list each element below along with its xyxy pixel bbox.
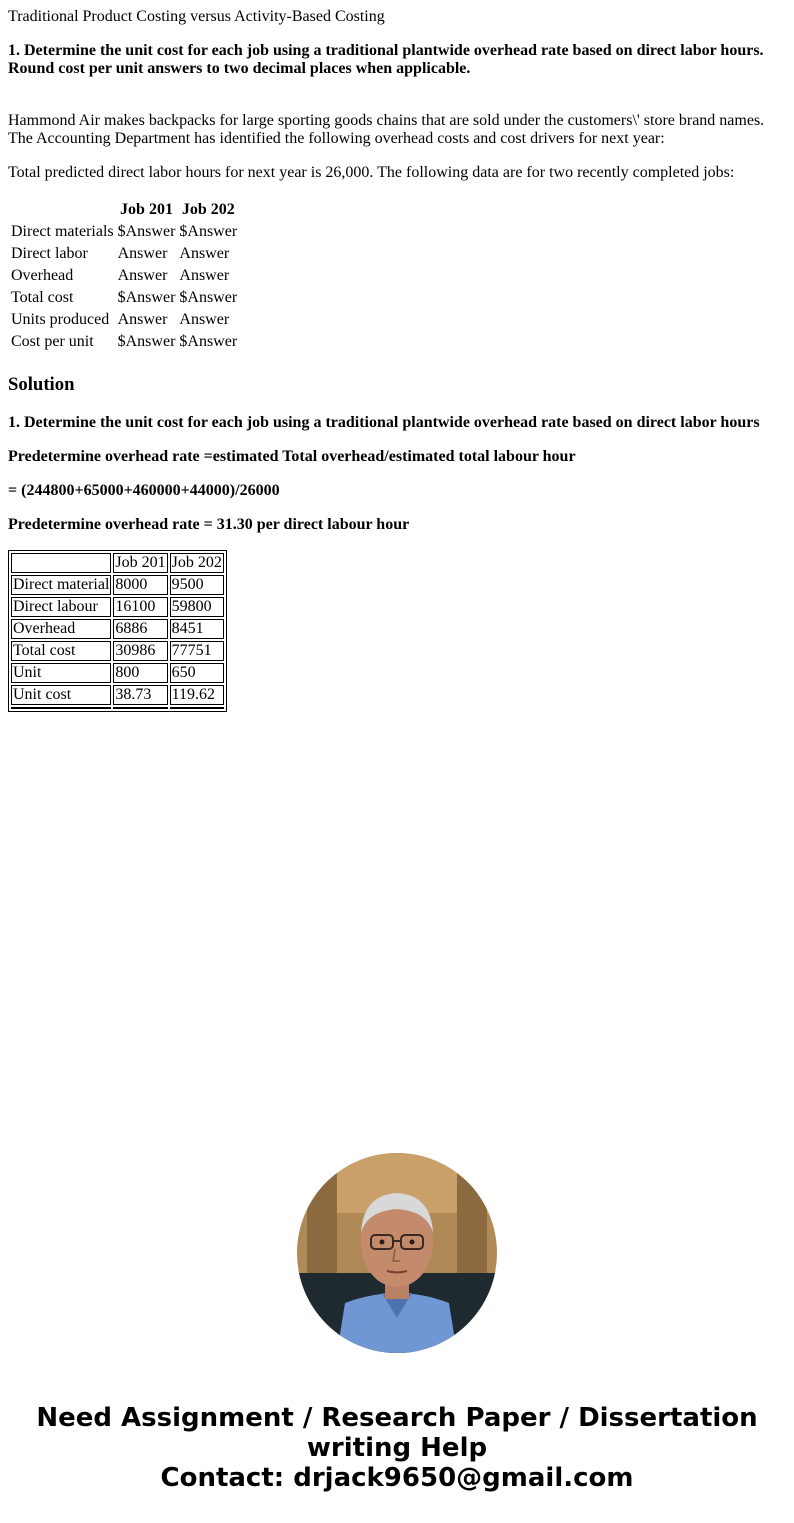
- answer-header-job-202: Job 202: [171, 554, 222, 571]
- value-job-201: 6886: [113, 619, 167, 639]
- value-job-202: 59800: [170, 597, 224, 617]
- avatar-portrait-icon: [297, 1153, 497, 1353]
- table-row: [10, 222, 238, 242]
- answer-cell-job-202[interactable]: $Answer: [179, 333, 238, 350]
- footer-line-1: Need Assignment / Research Paper / Dissertation: [36, 1403, 758, 1433]
- answer-cell-job-202[interactable]: Answer: [179, 267, 230, 284]
- table-row: [11, 619, 224, 639]
- table-row: [10, 288, 238, 308]
- answer-cell-job-201[interactable]: $Answer: [117, 333, 176, 350]
- problem-table: [8, 198, 240, 354]
- row-label: Units produced: [11, 311, 110, 328]
- row-label: Cost per unit: [11, 333, 94, 350]
- problem-table-header: [10, 200, 238, 220]
- empty-cell: [113, 707, 167, 709]
- row-label: Overhead: [11, 619, 111, 639]
- answer-header-job-201: Job 201: [115, 554, 166, 571]
- empty-table-row: [11, 707, 224, 709]
- answer-cell-job-202[interactable]: $Answer: [179, 289, 238, 306]
- value-job-202: 9500: [170, 575, 224, 595]
- data-paragraph: Total predicted direct labor hours for next year is 26,000. The following data are for two recently completed jobs:: [8, 164, 735, 181]
- row-label: Direct labour: [11, 597, 111, 617]
- footer-line-2: writing Help: [306, 1433, 488, 1463]
- answer-cell-job-201[interactable]: Answer: [117, 245, 168, 262]
- value-job-202: 650: [170, 663, 224, 683]
- table-row: [11, 597, 224, 617]
- contact-footer: [0, 1403, 794, 1493]
- solution-line-1: 1. Determine the unit cost for each job using a traditional plantwide overhead rate based on direct labor hours: [8, 414, 760, 431]
- table-row: [11, 575, 224, 595]
- value-job-201: 38.73: [113, 685, 167, 705]
- intro-paragraph: Hammond Air makes backpacks for large sporting goods chains that are sold under the customers\' store brand names. The Accounting Department has identified the following overhead costs and cost drivers for next year:: [8, 112, 765, 147]
- footer-contact-email[interactable]: Contact: drjack9650@gmail.com: [160, 1463, 634, 1493]
- value-job-202: 119.62: [170, 685, 224, 705]
- question-1: 1. Determine the unit cost for each job using a traditional plantwide overhead rate based on direct labor hours. Round cost per unit answers to two decimal places when applicable.: [8, 42, 764, 77]
- answer-cell-job-202[interactable]: Answer: [179, 311, 230, 328]
- blank-spacer: [8, 78, 786, 112]
- solution-line-2: Predetermine overhead rate =estimated Total overhead/estimated total labour hour: [8, 448, 576, 465]
- problem-header-job-201: Job 201: [120, 201, 173, 218]
- value-job-201: 30986: [113, 641, 167, 661]
- answer-header-blank: [11, 553, 111, 573]
- value-job-201: 800: [113, 663, 167, 683]
- value-job-202: 77751: [170, 641, 224, 661]
- answer-table-header: [11, 553, 224, 573]
- row-label: Unit cost: [11, 685, 111, 705]
- answer-cell-job-201[interactable]: Answer: [117, 267, 168, 284]
- solution-line-4: Predetermine overhead rate = 31.30 per direct labour hour: [8, 516, 410, 533]
- answer-cell-job-202[interactable]: Answer: [179, 245, 230, 262]
- empty-cell: [11, 707, 111, 709]
- table-row: [11, 663, 224, 683]
- empty-cell: [170, 707, 224, 709]
- row-label: Direct material: [13, 576, 110, 593]
- table-row: [10, 266, 238, 286]
- value-job-201: 8000: [113, 575, 167, 595]
- author-avatar: [297, 1153, 497, 1353]
- table-row: [11, 685, 224, 705]
- table-row: [10, 310, 238, 330]
- row-label: Overhead: [11, 267, 74, 284]
- solution-line-3: = (244800+65000+460000+44000)/26000: [8, 482, 280, 499]
- answer-cell-job-201[interactable]: Answer: [117, 311, 168, 328]
- answer-cell-job-201[interactable]: $Answer: [117, 289, 176, 306]
- row-label: Direct materials: [11, 223, 114, 240]
- table-row: [11, 641, 224, 661]
- answer-cell-job-201[interactable]: $Answer: [117, 223, 176, 240]
- value-job-201: 16100: [113, 597, 167, 617]
- value-job-202: 8451: [170, 619, 224, 639]
- answer-table: [8, 550, 227, 712]
- row-label: Total cost: [11, 641, 111, 661]
- page-title: Traditional Product Costing versus Activity-Based Costing: [8, 8, 385, 25]
- row-label: Unit: [11, 663, 111, 683]
- table-row: [10, 332, 238, 352]
- document-body: [8, 8, 786, 712]
- problem-header-blank: [10, 200, 115, 220]
- row-label: Direct labor: [11, 245, 88, 262]
- table-row: [10, 244, 238, 264]
- solution-heading: Solution: [8, 374, 75, 395]
- answer-cell-job-202[interactable]: $Answer: [179, 223, 238, 240]
- problem-header-job-202: Job 202: [181, 201, 235, 218]
- row-label: Total cost: [11, 289, 74, 306]
